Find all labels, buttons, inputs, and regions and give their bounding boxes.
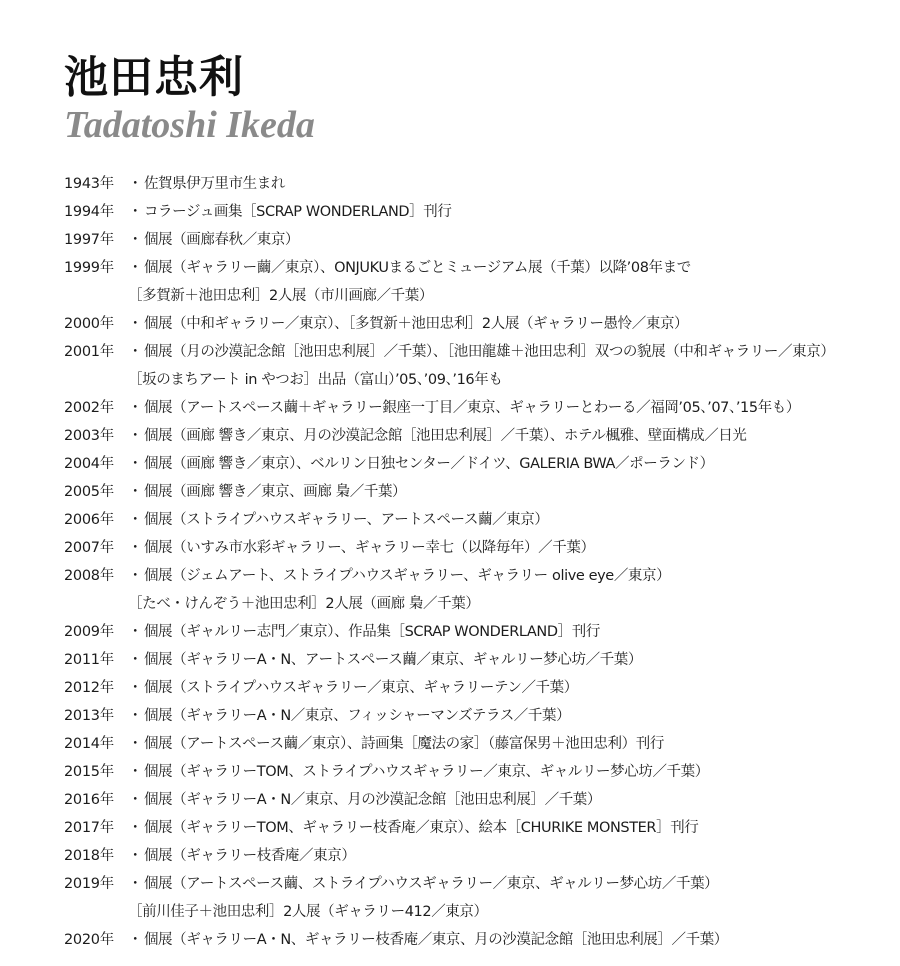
history-continuation bbox=[64, 898, 894, 926]
history-entry bbox=[64, 254, 894, 282]
history-entry bbox=[64, 646, 894, 674]
history-entry bbox=[64, 450, 894, 478]
history-text: 個展（ギャラリー枝香庵／東京） bbox=[143, 848, 356, 864]
history-text: 個展（アートスペース繭／東京）、詩画集［魔法の家］（藤富保男＋池田忠利）刊行 bbox=[143, 736, 664, 752]
history-continuation-text: ［坂のまちアート in やつお］出品（富山）’05、’09、’16年も bbox=[128, 372, 503, 388]
history-year: 2012年 bbox=[64, 680, 114, 696]
history-year: 1994年 bbox=[64, 204, 114, 220]
history-text: 個展（画廊春秋／東京） bbox=[143, 232, 300, 248]
history-entry bbox=[64, 170, 894, 198]
history-entry bbox=[64, 674, 894, 702]
history-year: 2000年 bbox=[64, 316, 114, 332]
history-text: 個展（ギャラリーTOM、ストライプハウスギャラリー／東京、ギャルリー梦心坊／千葉） bbox=[143, 764, 709, 780]
history-year: 1997年 bbox=[64, 232, 114, 248]
history-text: 個展（ギャラリー繭／東京）、ONJUKUまるごとミュージアム展（千葉）以降’08年まで bbox=[143, 260, 691, 276]
history-text: 個展（ジェムアート、ストライプハウスギャラリー、ギャラリー olive eye／東京） bbox=[143, 568, 671, 584]
history-year: 2011年 bbox=[64, 652, 114, 668]
history-entry bbox=[64, 842, 894, 870]
history-entry bbox=[64, 394, 894, 422]
history-continuation-text: ［たべ・けんぞう＋池田忠利］2人展（画廊 梟／千葉） bbox=[128, 596, 480, 612]
history-continuation bbox=[64, 366, 894, 394]
history-text: 個展（アートスペース繭＋ギャラリー銀座一丁目／東京、ギャラリーとわーる／福岡’05、’07、’15年も） bbox=[143, 400, 801, 416]
history-text: コラージュ画集［SCRAP WONDERLAND］刊行 bbox=[143, 204, 452, 220]
history-year: 2009年 bbox=[64, 624, 114, 640]
history-year: 2004年 bbox=[64, 456, 114, 472]
artist-name-romanized: Tadatoshi Ikeda bbox=[64, 104, 315, 146]
history-entry bbox=[64, 198, 894, 226]
bullet-separator: ・ bbox=[128, 400, 143, 416]
history-year: 2001年 bbox=[64, 344, 114, 360]
bullet-separator: ・ bbox=[128, 736, 143, 752]
history-year: 2002年 bbox=[64, 400, 114, 416]
history-entry bbox=[64, 926, 894, 954]
bullet-separator: ・ bbox=[128, 876, 143, 892]
history-text: 個展（月の沙漠記念館［池田忠利展］／千葉）、［池田龍雄＋池田忠利］双つの貌展（中和ギャラリー／東京） bbox=[143, 344, 835, 360]
history-entry bbox=[64, 618, 894, 646]
history-entry bbox=[64, 506, 894, 534]
history-entry bbox=[64, 730, 894, 758]
history-text: 個展（ギャラリーA・N、ギャラリー枝香庵／東京、月の沙漠記念館［池田忠利展］／千葉） bbox=[143, 932, 728, 948]
bullet-separator: ・ bbox=[128, 792, 143, 808]
history-year: 2006年 bbox=[64, 512, 114, 528]
history-continuation-text: ［前川佳子＋池田忠利］2人展（ギャラリー412／東京） bbox=[128, 904, 488, 920]
history-text: 個展（いすみ市水彩ギャラリー、ギャラリー幸七（以降毎年）／千葉） bbox=[143, 540, 595, 556]
history-year: 2017年 bbox=[64, 820, 114, 836]
history-year: 2019年 bbox=[64, 876, 114, 892]
bullet-separator: ・ bbox=[128, 848, 143, 864]
history-continuation-text: ［多賀新＋池田忠利］2人展（市川画廊／千葉） bbox=[128, 288, 433, 304]
bullet-separator: ・ bbox=[128, 540, 143, 556]
history-year: 2005年 bbox=[64, 484, 114, 500]
bullet-separator: ・ bbox=[128, 316, 143, 332]
history-text: 個展（画廊 響き／東京、月の沙漠記念館［池田忠利展］／千葉）、ホテル楓雅、壁面構成／日光 bbox=[143, 428, 747, 444]
history-text: 個展（ストライプハウスギャラリー／東京、ギャラリーテン／千葉） bbox=[143, 680, 578, 696]
history-year: 2013年 bbox=[64, 708, 114, 724]
history-entry bbox=[64, 422, 894, 450]
history-year: 2008年 bbox=[64, 568, 114, 584]
history-text: 個展（ギャルリー志門／東京）、作品集［SCRAP WONDERLAND］刊行 bbox=[143, 624, 600, 640]
history-entry bbox=[64, 226, 894, 254]
history-text: 個展（ギャラリーTOM、ギャラリー枝香庵／東京）、絵本［CHURIKE MONSTER］刊行 bbox=[143, 820, 699, 836]
history-text: 個展（画廊 響き／東京、画廊 梟／千葉） bbox=[143, 484, 407, 500]
history-continuation bbox=[64, 282, 894, 310]
bullet-separator: ・ bbox=[128, 568, 143, 584]
history-continuation bbox=[64, 590, 894, 618]
bullet-separator: ・ bbox=[128, 652, 143, 668]
bullet-separator: ・ bbox=[128, 344, 143, 360]
bullet-separator: ・ bbox=[128, 932, 143, 948]
history-entry bbox=[64, 534, 894, 562]
history-entry bbox=[64, 870, 894, 898]
history-text: 個展（画廊 響き／東京）、ベルリン日独センター／ドイツ、GALERIA BWA／ポーランド） bbox=[143, 456, 714, 472]
history-text: 個展（アートスペース繭、ストライプハウスギャラリー／東京、ギャルリー梦心坊／千葉） bbox=[143, 876, 719, 892]
history-text: 個展（ギャラリーA・N、アートスペース繭／東京、ギャルリー梦心坊／千葉） bbox=[143, 652, 642, 668]
bullet-separator: ・ bbox=[128, 764, 143, 780]
biography-list bbox=[64, 170, 894, 954]
bullet-separator: ・ bbox=[128, 260, 143, 276]
history-year: 1943年 bbox=[64, 176, 114, 192]
history-entry bbox=[64, 786, 894, 814]
history-year: 2003年 bbox=[64, 428, 114, 444]
history-entry bbox=[64, 758, 894, 786]
history-text: 個展（ギャラリーA・N／東京、フィッシャーマンズテラス／千葉） bbox=[143, 708, 571, 724]
bullet-separator: ・ bbox=[128, 232, 143, 248]
bullet-separator: ・ bbox=[128, 624, 143, 640]
history-year: 2020年 bbox=[64, 932, 114, 948]
bullet-separator: ・ bbox=[128, 204, 143, 220]
history-entry bbox=[64, 310, 894, 338]
history-year: 2007年 bbox=[64, 540, 114, 556]
history-year: 2018年 bbox=[64, 848, 114, 864]
history-text: 佐賀県伊万里市生まれ bbox=[143, 176, 285, 192]
history-entry bbox=[64, 814, 894, 842]
history-entry bbox=[64, 338, 894, 366]
history-text: 個展（ストライプハウスギャラリー、アートスペース繭／東京） bbox=[143, 512, 549, 528]
artist-name-japanese: 池田忠利 bbox=[64, 52, 244, 103]
bullet-separator: ・ bbox=[128, 484, 143, 500]
history-entry bbox=[64, 562, 894, 590]
history-year: 2015年 bbox=[64, 764, 114, 780]
bullet-separator: ・ bbox=[128, 512, 143, 528]
bullet-separator: ・ bbox=[128, 456, 143, 472]
bullet-separator: ・ bbox=[128, 176, 143, 192]
history-entry bbox=[64, 702, 894, 730]
history-year: 2014年 bbox=[64, 736, 114, 752]
bullet-separator: ・ bbox=[128, 820, 143, 836]
history-year: 2016年 bbox=[64, 792, 114, 808]
history-text: 個展（ギャラリーA・N／東京、月の沙漠記念館［池田忠利展］／千葉） bbox=[143, 792, 602, 808]
history-entry bbox=[64, 478, 894, 506]
bullet-separator: ・ bbox=[128, 708, 143, 724]
history-text: 個展（中和ギャラリー／東京）、［多賀新＋池田忠利］2人展（ギャラリー愚怜／東京） bbox=[143, 316, 689, 332]
bullet-separator: ・ bbox=[128, 680, 143, 696]
history-year: 1999年 bbox=[64, 260, 114, 276]
bullet-separator: ・ bbox=[128, 428, 143, 444]
